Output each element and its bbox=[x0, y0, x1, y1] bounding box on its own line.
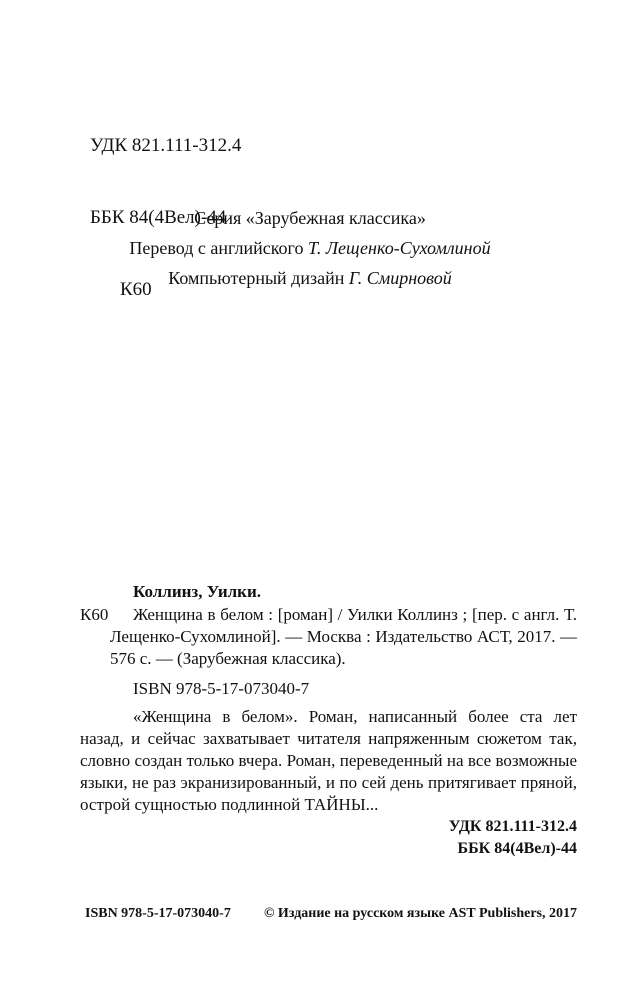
catalog-description: Женщина в белом : [роман] / Уилки Коллинз ; [пер. с англ. Т. Лещенко-Сухомлиной]. — Москва : Издательство АСТ, 2017. — 576 с. — (Зарубежная классика). bbox=[110, 605, 577, 668]
translator-name: Т. Лещенко-Сухомлиной bbox=[307, 238, 491, 258]
designer-name: Г. Смирновой bbox=[348, 268, 452, 288]
catalog-author: Коллинз, Уилки. bbox=[133, 582, 262, 601]
catalog-index-code: К60 bbox=[80, 605, 109, 624]
udk-code: УДК 821.111-312.4 bbox=[90, 135, 242, 156]
translation-credit bbox=[0, 234, 620, 263]
catalog-card bbox=[80, 581, 577, 860]
author-index-code: К60 bbox=[120, 279, 152, 300]
bbk-code: ББК 84(4Вел)-44 bbox=[90, 207, 227, 228]
series-credits-block bbox=[0, 204, 620, 294]
footer-copyright: © Издание на русском языке AST Publishers, 2017 bbox=[263, 906, 577, 921]
design-credit-prefix: Компьютерный дизайн bbox=[168, 268, 349, 288]
translation-credit-prefix: Перевод с английского bbox=[129, 238, 308, 258]
catalog-codes bbox=[80, 816, 577, 860]
footer-isbn: ISBN 978-5-17-073040-7 bbox=[85, 906, 231, 921]
catalog-udk-code: УДК 821.111-312.4 bbox=[448, 818, 577, 835]
catalog-annotation: «Женщина в белом». Роман, написанный более ста лет назад, и сейчас захватывает читателя напряженным сюжетом так, словно создан только вчера. Роман, переведенный на все возможные языки, не раз экранизированный, и по сей день притягивает пряной, острой сущностью подлинной ТАЙНЫ... bbox=[80, 707, 577, 814]
series-title: Серия «Зарубежная классика» bbox=[194, 208, 426, 228]
catalog-isbn: ISBN 978-5-17-073040-7 bbox=[133, 679, 310, 698]
catalog-bbk-code: ББК 84(4Вел)-44 bbox=[457, 840, 577, 857]
imprint-footer bbox=[85, 906, 577, 922]
design-credit bbox=[0, 264, 620, 293]
